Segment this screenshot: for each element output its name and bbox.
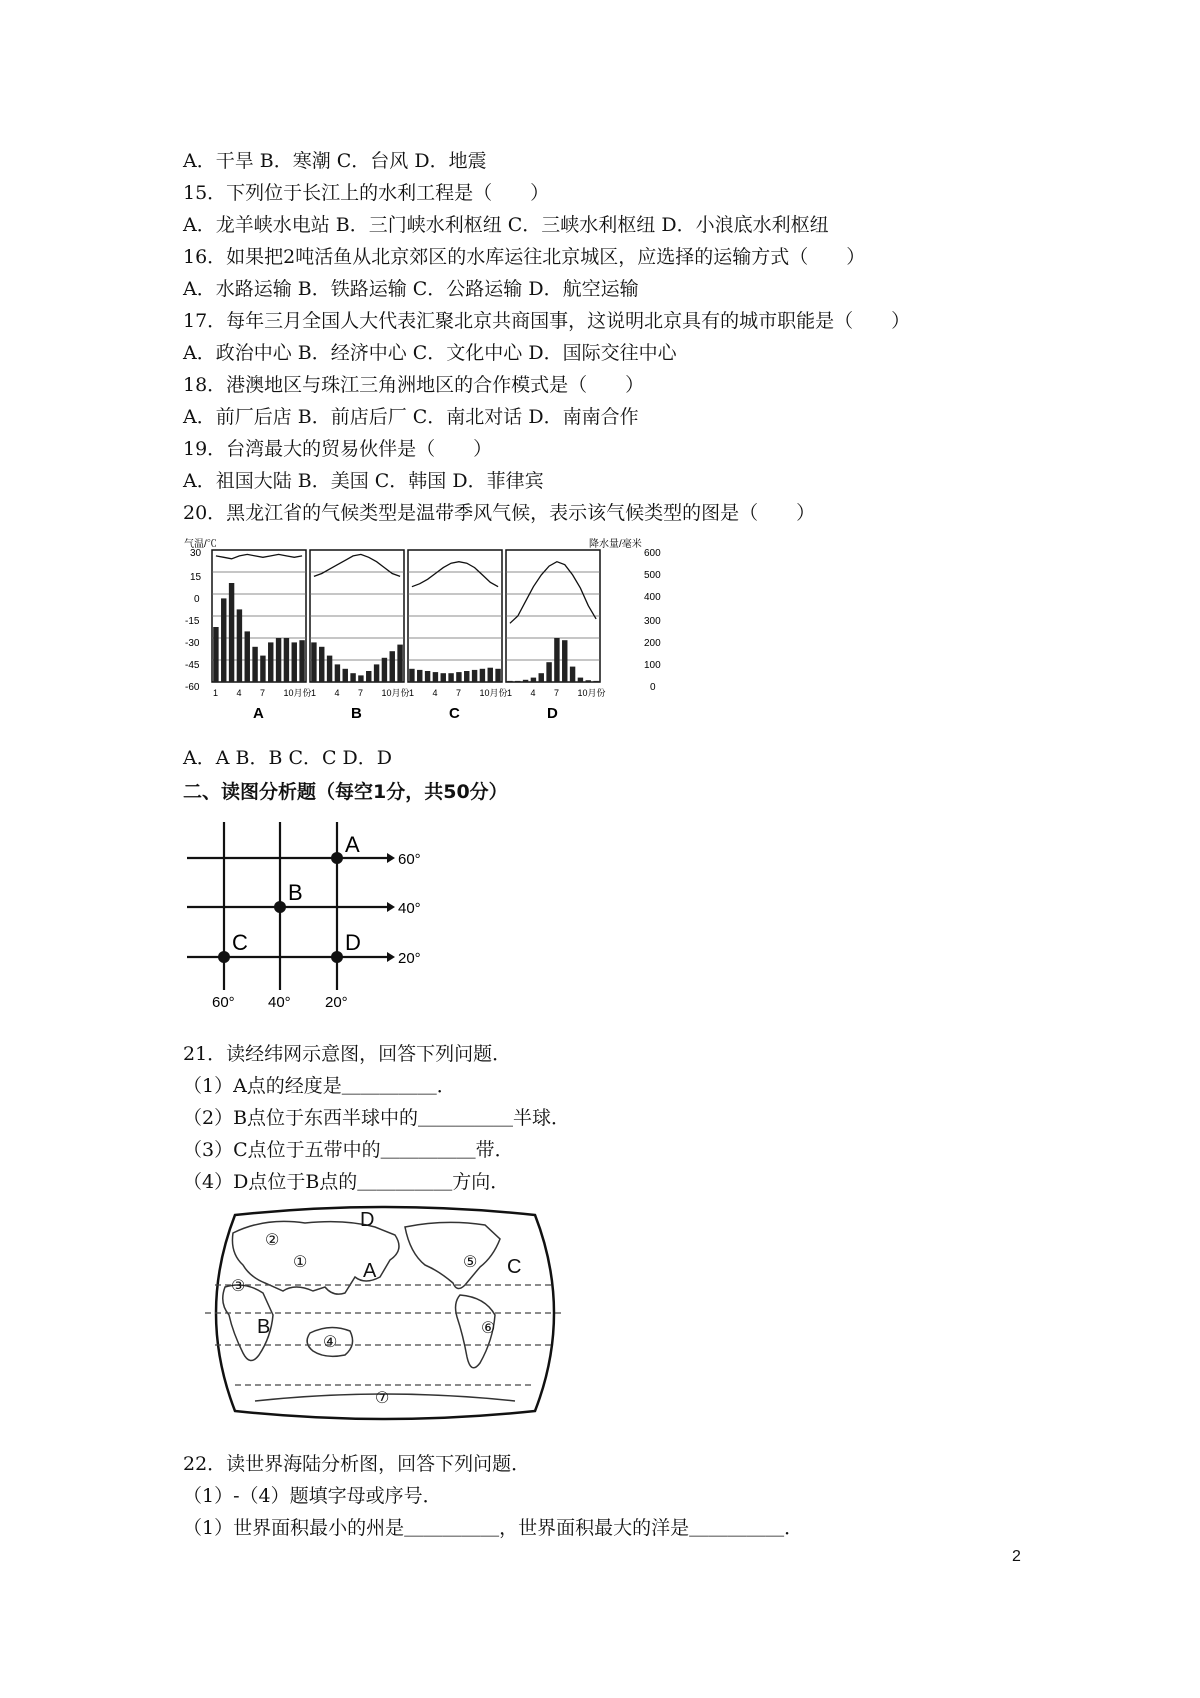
point-d-label: D [345,930,361,955]
rain-bar [488,668,493,682]
rain-bar [311,642,316,682]
map-letter-d: D [360,1209,375,1231]
world-map-diagram [195,1205,575,1423]
section-2-title: 二、读图分析题（每空1分，共50分） [183,781,508,803]
temperature-line [216,554,302,558]
point-b-label: B [288,880,303,905]
x-tick-label: 4 [530,688,536,698]
q21-part-4: （4）D点位于B点的＿＿＿＿＿方向． [183,1171,510,1193]
rain-bar [441,673,446,682]
rain-bar [245,631,250,682]
rain-bar [390,651,395,682]
y-right-tick: 0 [650,682,656,693]
rain-bar [586,680,591,682]
lon-label: 60° [212,994,235,1011]
q22-question: 22．读世界海陆分析图，回答下列问题． [183,1453,531,1475]
temperature-line [314,554,400,576]
rain-bar [343,669,348,682]
y-right-tick: 400 [644,592,661,603]
y-left-tick: 30 [190,548,202,559]
y-right-ticks [644,548,661,693]
map-number-5: ⑤ [463,1254,478,1271]
y-right-tick: 600 [644,548,661,559]
rain-bar [229,583,234,682]
x-tick-label: 10月份 [381,688,410,698]
map-letter-b: B [257,1316,271,1338]
rain-bar [448,673,453,682]
q18-options: A．前厂后店 B．前店后厂 C．南北对话 D．南南合作 [183,406,639,428]
rain-bar [578,678,583,682]
y-left-tick: -60 [185,682,200,693]
point-a-dot [331,852,343,864]
rain-bar [299,640,304,682]
map-number-4: ④ [323,1334,338,1351]
point-c-dot [218,951,230,963]
rain-bar [507,681,512,682]
map-number-2: ② [265,1232,280,1249]
lon-label: 40° [268,994,291,1011]
climate-charts-figure [182,538,722,740]
rain-bar [213,627,218,682]
rain-bar [260,656,265,682]
rain-bar [382,658,387,682]
point-d-dot [331,951,343,963]
rain-bar [433,672,438,682]
x-tick-label: 7 [358,688,364,698]
q22-instruction: （1）-（4）题填字母或序号． [183,1485,442,1507]
arrow-icon [387,952,395,962]
point-b-dot [274,901,286,913]
temperature-line [510,562,596,624]
rain-bar [409,669,414,682]
map-letter-c: C [507,1256,522,1278]
y-right-tick: 200 [644,638,661,649]
x-tick-label: 7 [456,688,462,698]
rain-bar [562,640,567,682]
y-left-ticks [185,548,202,693]
rain-bar [546,662,551,682]
rain-bar [472,670,477,682]
map-letters [257,1209,521,1338]
y-left-tick: 15 [190,572,202,583]
rain-bar [523,680,528,682]
eurasia-shape [232,1221,399,1294]
map-numbers [231,1232,495,1407]
lon-label: 20° [325,994,348,1011]
map-letter-a: A [363,1260,377,1282]
rain-bar [593,681,598,682]
rain-bar [237,609,242,682]
page-number: 2 [1012,1548,1021,1565]
y-right-tick: 100 [644,660,661,671]
q16-question: 16．如果把2吨活鱼从北京郊区的水库运往北京城区，应选择的运输方式（ ） [183,246,866,268]
x-tick-label: 4 [432,688,438,698]
q21-question: 21．读经纬网示意图，回答下列问题． [183,1043,512,1065]
x-tick-label: 10月份 [479,688,508,698]
q17-question: 17．每年三月全国人大代表汇聚北京共商国事，这说明北京具有的城市职能是（ ） [183,310,911,332]
point-c-label: C [232,930,248,955]
q22-part-1: （1）世界面积最小的州是＿＿＿＿＿，世界面积最大的洋是＿＿＿＿＿． [183,1517,804,1539]
map-number-3: ③ [231,1278,246,1295]
rain-bar [539,673,544,682]
point-a-label: A [345,832,360,857]
q21-part-2: （2）B点位于东西半球中的＿＿＿＿＿半球． [183,1107,571,1129]
rain-bar [327,656,332,682]
rain-bar [456,672,461,682]
rain-bar [554,638,559,682]
rain-bar [335,664,340,682]
x-tick-label: 1 [213,688,219,698]
rain-bar [221,598,226,682]
q21-part-1: （1）A点的经度是＿＿＿＿＿． [183,1075,456,1097]
panel-label: A [253,705,264,722]
q15-options: A．龙羊峡水电站 B．三门峡水利枢纽 C．三峡水利枢纽 D．小浪底水利枢纽 [183,214,829,236]
rain-bar [531,678,536,682]
q21-part-3: （3）C点位于五带中的＿＿＿＿＿带． [183,1139,514,1161]
rain-bar [374,664,379,682]
north-america-shape [405,1222,500,1288]
map-number-6: ⑥ [481,1320,496,1337]
y-left-tick: -15 [185,616,200,627]
arrow-icon [387,853,395,863]
x-tick-label: 7 [554,688,560,698]
q20-options: A．A B．B C．C D．D [183,747,393,769]
rain-bar [570,667,575,682]
rain-bar [425,671,430,682]
rain-bar [358,675,363,682]
y-right-tick: 500 [644,570,661,581]
lat-label: 40° [398,900,421,917]
y-left-tick: -30 [185,638,200,649]
rain-bar [464,671,469,682]
x-tick-label: 1 [409,688,415,698]
arrow-icon [387,902,395,912]
panel-label: B [351,705,362,722]
rain-bar [284,638,289,682]
rain-bar [268,642,273,682]
rain-bar [480,669,485,682]
q19-options: A．祖国大陆 B．美国 C．韩国 D．菲律宾 [183,470,544,492]
x-tick-label: 4 [236,688,242,698]
rain-bar [292,642,297,682]
y-right-tick: 300 [644,616,661,627]
grid-lines [187,822,395,990]
temperature-line [412,562,498,587]
y-left-tick: 0 [194,594,200,605]
q18-question: 18．港澳地区与珠江三角洲地区的合作模式是（ ） [183,374,645,396]
q17-options: A．政治中心 B．经济中心 C．文化中心 D．国际交往中心 [183,342,677,364]
q14-options: A．干旱 B．寒潮 C．台风 D．地震 [183,150,487,172]
panel-label: D [547,705,558,722]
rain-bar [495,669,500,682]
q19-question: 19．台湾最大的贸易伙伴是（ ） [183,438,493,460]
y-right-axis-label: 降水量/毫米 [589,539,642,550]
rain-bar [397,645,402,682]
x-tick-label: 4 [334,688,340,698]
x-tick-label: 1 [311,688,317,698]
y-left-axis-label: 气温/℃ [184,539,217,550]
rain-bar [252,647,257,682]
lat-lon-grid-diagram [182,822,422,1012]
q16-options: A．水路运输 B．铁路运输 C．公路运输 D．航空运输 [183,278,639,300]
x-tick-label: 7 [260,688,266,698]
rain-bar [350,673,355,682]
rain-bar [319,647,324,682]
q15-question: 15．下列位于长江上的水利工程是（ ） [183,182,550,204]
x-tick-label: 1 [507,688,513,698]
rain-bar [366,671,371,682]
rain-bar [276,638,281,682]
rain-bar [417,670,422,682]
rain-bar [515,681,520,682]
x-tick-label: 10月份 [283,688,312,698]
panel-label: C [449,705,460,722]
y-left-tick: -45 [185,660,200,671]
map-number-1: ① [293,1254,308,1271]
x-tick-label: 10月份 [577,688,606,698]
map-number-7: ⑦ [375,1390,390,1407]
lat-label: 20° [398,950,421,967]
q20-question: 20．黑龙江省的气候类型是温带季风气候，表示该气候类型的图是（ ） [183,502,816,524]
lat-label: 60° [398,851,421,868]
